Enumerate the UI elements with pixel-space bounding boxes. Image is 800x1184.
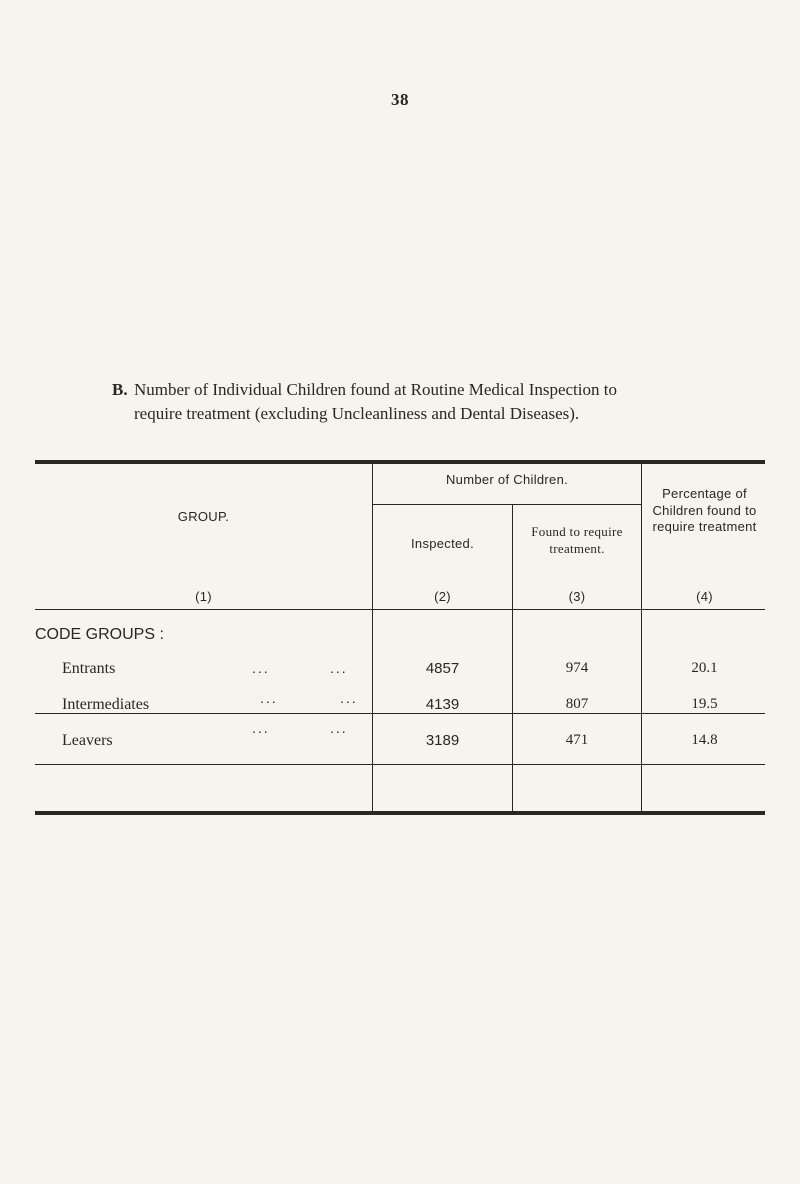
other-top-rule (35, 764, 765, 765)
header-inspected-num: (2) (434, 589, 451, 604)
leader-dots: ... (260, 690, 278, 706)
leader-dots: ... (252, 720, 270, 736)
header-pct-line-2: Children found to (652, 503, 757, 518)
found-cell: 471 (565, 732, 589, 748)
row-label: Leavers (62, 732, 113, 749)
header-number-of-children: Number of Children. (445, 472, 569, 487)
header-pct-line-1: Percentage of (662, 486, 747, 501)
header-inspected: Inspected. (411, 536, 474, 551)
leader-dots: ... (340, 690, 358, 706)
section-label: CODE GROUPS : (35, 626, 164, 643)
found-cell: 974 (565, 660, 589, 676)
percentage-cell: 19.5 (691, 696, 718, 712)
header-group: GROUP. (177, 509, 230, 524)
percentage-cell: 20.1 (691, 660, 718, 676)
page-number: 38 (391, 90, 409, 109)
row-label: Intermediates (62, 696, 150, 713)
inspected-cell: 3189 (425, 732, 460, 749)
subheader-rule (373, 504, 641, 505)
header-group-num: (1) (195, 589, 212, 604)
column-divider-1 (372, 464, 373, 811)
inspected-cell: 4857 (425, 660, 460, 677)
table-top-rule (35, 460, 765, 464)
inspected-cell: 4139 (425, 696, 460, 713)
heading-line-1: Number of Individual Children found at Routine Medical Inspection to (134, 380, 617, 399)
header-pct-line-3: require treatment (652, 519, 757, 534)
leader-dots: ... (252, 660, 270, 676)
heading-marker: B. (112, 380, 128, 399)
found-cell: 807 (565, 696, 589, 712)
header-bottom-rule (35, 609, 765, 610)
percentage-cell: 14.8 (691, 732, 718, 748)
heading-line-2: require treatment (excluding Uncleanliness and Dental Diseases). (134, 404, 580, 423)
header-pct-num: (4) (696, 589, 713, 604)
row-label: Entrants (62, 660, 116, 677)
table-bottom-rule (35, 811, 765, 815)
leader-dots: ... (330, 660, 348, 676)
leader-dots: ... (330, 720, 348, 736)
header-found-line-2: treatment. (549, 541, 605, 556)
header-found-line-1: Found to require (531, 524, 623, 539)
header-found-num: (3) (568, 589, 586, 604)
